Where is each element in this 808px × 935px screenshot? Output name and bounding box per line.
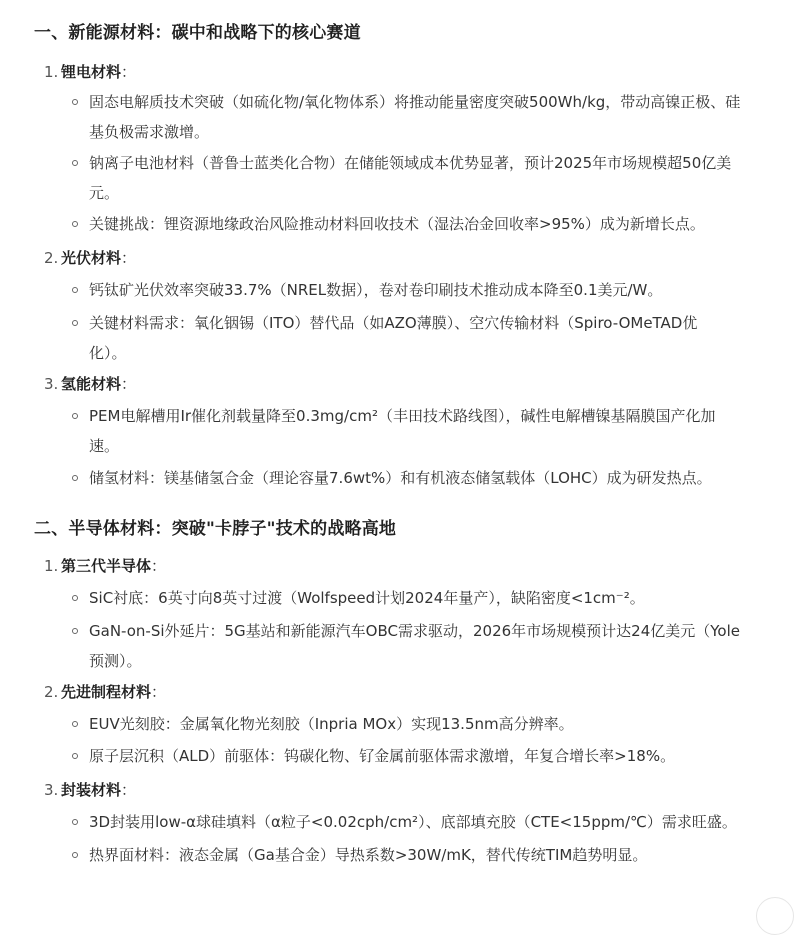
section-title-2: 二、半导体材料：突破"卡脖子"技术的战略高地 xyxy=(34,519,397,539)
bullet-text: SiC衬底：6英寸向8英寸过渡（Wolfspeed计划2024年量产），缺陷密度<1cm⁻²。 xyxy=(89,589,645,607)
item-label: 锂电材料 xyxy=(61,63,122,81)
bullet-text: 关键材料需求：氧化铟锡（ITO）替代品（如AZO薄膜）、空穴传输材料（Spiro-OMeTAD优 xyxy=(89,314,698,332)
bullet-text: GaN-on-Si外延片：5G基站和新能源汽车OBC需求驱动，2026年市场规模预计达24亿美元（Yole xyxy=(89,622,740,640)
bullet-circle-icon xyxy=(72,628,78,634)
item-number: 1. xyxy=(44,557,59,575)
numbered-item-advanced-process: 2. 先进制程材料： xyxy=(44,683,167,701)
item-label: 氢能材料 xyxy=(61,375,122,393)
item-number: 3. xyxy=(44,375,59,393)
bullet-text: 钙钛矿光伏效率突破33.7%（NREL数据），卷对卷印刷技术推动成本降至0.1美元/W。 xyxy=(89,281,663,299)
bullet-circle-icon xyxy=(72,413,78,419)
numbered-item-third-gen: 1. 第三代半导体： xyxy=(44,557,167,575)
numbered-item-photovoltaic: 2. 光伏材料： xyxy=(44,249,137,267)
scroll-to-top-button[interactable] xyxy=(756,897,794,935)
bullet-circle-icon xyxy=(72,287,78,293)
item-number: 2. xyxy=(44,683,59,701)
bullet-circle-icon xyxy=(72,753,78,759)
bullet-circle-icon xyxy=(72,721,78,727)
bullet-text: 原子层沉积（ALD）前驱体：钨碳化物、钌金属前驱体需求激增，年复合增长率>18%。 xyxy=(89,747,676,765)
item-number: 3. xyxy=(44,781,59,799)
numbered-item-hydrogen: 3. 氢能材料： xyxy=(44,375,137,393)
bullet-text: 钠离子电池材料（普鲁士蓝类化合物）在储能领域成本优势显著，预计2025年市场规模超50亿美 xyxy=(89,154,732,172)
bullet-text: 关键挑战：锂资源地缘政治风险推动材料回收技术（湿法冶金回收率>95%）成为新增长点。 xyxy=(89,215,705,233)
bullet-text: 3D封装用low-α球硅填料（α粒子<0.02cph/cm²）、底部填充胶（CTE<15ppm/℃）需求旺盛。 xyxy=(89,813,737,831)
bullet-circle-icon xyxy=(72,99,78,105)
item-number: 2. xyxy=(44,249,59,267)
bullet-text: PEM电解槽用Ir催化剂载量降至0.3mg/cm²（丰田技术路线图），碱性电解槽镍基隔膜国产化加 xyxy=(89,407,716,425)
bullet-text-continued: 元。 xyxy=(89,184,120,202)
item-number: 1. xyxy=(44,63,59,81)
numbered-item-packaging: 3. 封装材料： xyxy=(44,781,137,799)
section-title-1: 一、新能源材料：碳中和战略下的核心赛道 xyxy=(34,23,361,43)
bullet-circle-icon xyxy=(72,595,78,601)
item-label: 封装材料 xyxy=(61,781,122,799)
bullet-text-continued: 预测）。 xyxy=(89,652,142,670)
bullet-text-continued: 化）。 xyxy=(89,344,127,362)
bullet-circle-icon xyxy=(72,852,78,858)
bullet-text: 固态电解质技术突破（如硫化物/氧化物体系）将推动能量密度突破500Wh/kg，带动高镍正极、硅 xyxy=(89,93,741,111)
bullet-text-continued: 速。 xyxy=(89,437,120,455)
bullet-circle-icon xyxy=(72,221,78,227)
item-label: 第三代半导体 xyxy=(61,557,152,575)
bullet-text-continued: 基负极需求激增。 xyxy=(89,123,210,141)
bullet-text: 储氢材料：镁基储氢合金（理论容量7.6wt%）和有机液态储氢载体（LOHC）成为研发热点。 xyxy=(89,469,712,487)
bullet-circle-icon xyxy=(72,819,78,825)
numbered-item-lithium: 1. 锂电材料： xyxy=(44,63,137,81)
bullet-text: EUV光刻胶：金属氧化物光刻胶（Inpria MOx）实现13.5nm高分辨率。 xyxy=(89,715,574,733)
item-label: 先进制程材料 xyxy=(61,683,152,701)
item-label: 光伏材料 xyxy=(61,249,122,267)
bullet-circle-icon xyxy=(72,475,78,481)
bullet-text: 热界面材料：液态金属（Ga基合金）导热系数>30W/mK，替代传统TIM趋势明显。 xyxy=(89,846,648,864)
bullet-circle-icon xyxy=(72,160,78,166)
bullet-circle-icon xyxy=(72,320,78,326)
